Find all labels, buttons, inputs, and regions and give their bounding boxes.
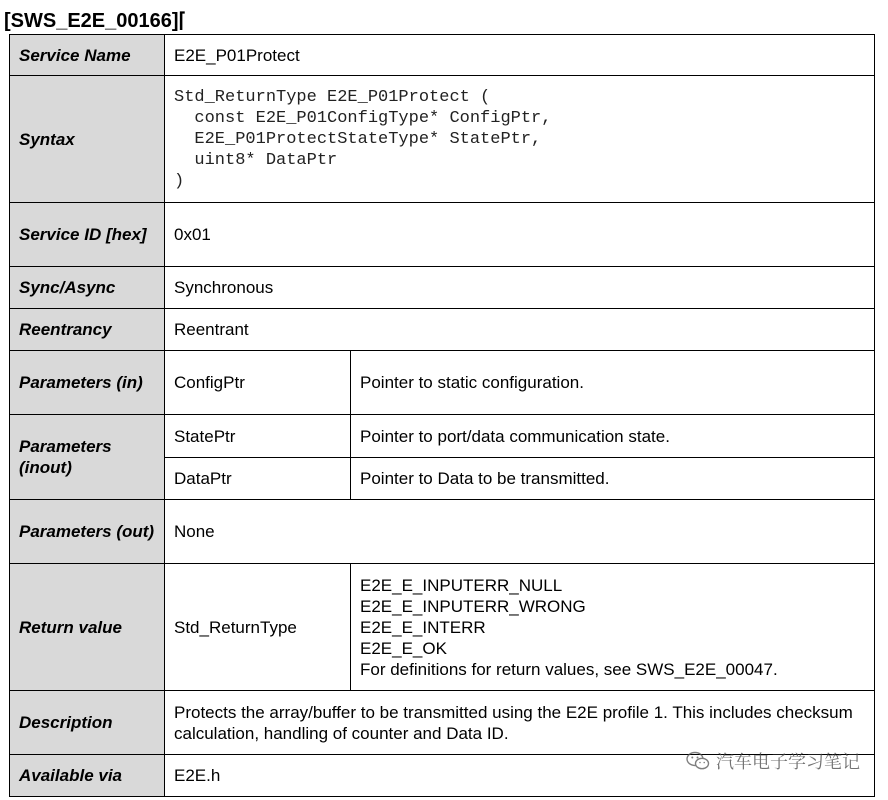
param-in-desc: Pointer to static configuration. <box>351 351 875 415</box>
row-params-inout-1 <box>10 415 875 458</box>
row-syntax <box>10 76 875 203</box>
label-service-id: Service ID [hex] <box>10 203 165 267</box>
row-return-value <box>10 564 875 691</box>
value-sync-async: Synchronous <box>165 267 875 309</box>
row-sync-async <box>10 267 875 309</box>
value-description: Protects the array/buffer to be transmitted using the E2E profile 1. This includes checksum calculation, handling of counter and Data ID. <box>165 691 875 755</box>
param-inout-desc: Pointer to Data to be transmitted. <box>351 458 875 500</box>
label-params-out: Parameters (out) <box>10 500 165 564</box>
row-params-in <box>10 351 875 415</box>
return-value-note: For definitions for return values, see SWS_E2E_00047. <box>360 659 778 679</box>
requirement-id: [SWS_E2E_00166]⌈ <box>4 10 187 32</box>
param-inout-name: StatePtr <box>165 415 351 458</box>
value-service-id: 0x01 <box>165 203 875 267</box>
return-value-item: E2E_E_INPUTERR_WRONG <box>360 596 586 616</box>
syntax-line: const E2E_P01ConfigType* ConfigPtr, <box>174 108 552 128</box>
syntax-line: Std_ReturnType E2E_P01Protect ( <box>174 87 491 107</box>
watermark <box>686 748 860 774</box>
row-service-name <box>10 35 875 76</box>
param-inout-desc: Pointer to port/data communication state. <box>351 415 875 458</box>
return-values-list <box>351 564 875 691</box>
row-reentrancy <box>10 309 875 351</box>
wechat-icon <box>686 751 710 771</box>
label-description: Description <box>10 691 165 755</box>
watermark-text: 汽车电子学习笔记 <box>716 752 860 772</box>
return-value-item: E2E_E_INTERR <box>360 617 486 637</box>
syntax-line: E2E_P01ProtectStateType* StatePtr, <box>174 129 542 149</box>
value-syntax <box>165 76 875 203</box>
return-value-item: E2E_E_INPUTERR_NULL <box>360 575 563 595</box>
row-params-out <box>10 500 875 564</box>
value-available-via: E2E.h <box>165 755 875 797</box>
label-params-inout: Parameters (inout) <box>10 415 165 500</box>
param-inout-name: DataPtr <box>165 458 351 500</box>
return-value-item: E2E_E_OK <box>360 638 447 658</box>
syntax-line: ) <box>174 171 185 191</box>
label-syntax: Syntax <box>10 76 165 203</box>
label-available-via: Available via <box>10 755 165 797</box>
row-service-id <box>10 203 875 267</box>
label-reentrancy: Reentrancy <box>10 309 165 351</box>
label-service-name: Service Name <box>10 35 165 76</box>
label-params-in: Parameters (in) <box>10 351 165 415</box>
return-type: Std_ReturnType <box>165 564 351 691</box>
value-reentrancy: Reentrant <box>165 309 875 351</box>
row-description <box>10 691 875 755</box>
syntax-line: uint8* DataPtr <box>174 150 338 170</box>
value-params-out: None <box>165 500 875 564</box>
value-service-name: E2E_P01Protect <box>165 35 875 76</box>
param-in-name: ConfigPtr <box>165 351 351 415</box>
api-spec-table <box>9 34 875 797</box>
label-return-value: Return value <box>10 564 165 691</box>
label-sync-async: Sync/Async <box>10 267 165 309</box>
